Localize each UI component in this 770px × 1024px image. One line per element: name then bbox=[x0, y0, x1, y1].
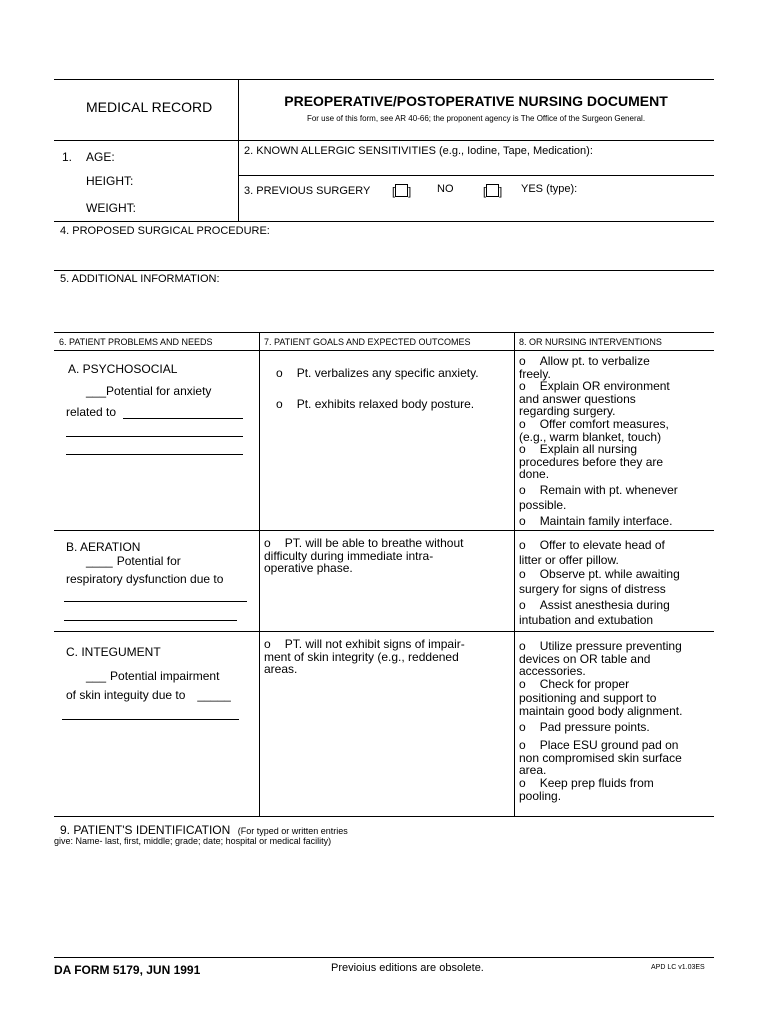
footer-rule bbox=[54, 957, 714, 958]
surgery-yes-label: YES (type): bbox=[521, 183, 578, 195]
weight-label: WEIGHT: bbox=[86, 201, 136, 215]
integument-bottom-rule bbox=[54, 816, 714, 817]
age-label: AGE: bbox=[86, 150, 115, 164]
header-bottom-rule-left bbox=[54, 140, 238, 141]
allergy-label: 2. KNOWN ALLERGIC SENSITIVITIES (e.g., Iodine, Tape, Medication): bbox=[244, 145, 593, 157]
surgery-no-checkbox[interactable]: [ ] bbox=[392, 186, 412, 198]
psychosocial-goal-2: o Pt. exhibits relaxed body posture. bbox=[276, 397, 475, 411]
additional-info-label: 5. ADDITIONAL INFORMATION: bbox=[60, 273, 220, 285]
form-subtitle: For use of this form, see AR 40-66; the proponent agency is The Office of the Surgeon General. bbox=[306, 114, 646, 123]
proposed-procedure-label: 4. PROPOSED SURGICAL PROCEDURE: bbox=[60, 225, 270, 237]
section1-number: 1. bbox=[62, 150, 73, 164]
patient-id-label: 9. PATIENT'S IDENTIFICATION bbox=[60, 823, 231, 837]
aeration-problem: ____ Potential for bbox=[86, 554, 181, 568]
col8-header: 8. OR NURSING INTERVENTIONS bbox=[519, 337, 662, 347]
aeration-blank-line-1[interactable] bbox=[64, 601, 247, 602]
header-bottom-rule bbox=[238, 140, 714, 141]
surgery-no-label: NO bbox=[437, 183, 454, 195]
col6-header: 6. PATIENT PROBLEMS AND NEEDS bbox=[59, 337, 213, 347]
previous-surgery-label: 3. PREVIOUS SURGERY bbox=[244, 185, 371, 197]
surgery-yes-checkbox[interactable]: [ ] bbox=[483, 186, 503, 198]
aeration-heading: B. AERATION bbox=[66, 540, 141, 554]
psychosocial-bottom-rule bbox=[54, 530, 714, 531]
integument-goal: o PT. will not exhibit signs of impair- ment of skin integrity (e.g., reddened areas. bbox=[264, 637, 465, 677]
psychosocial-blank-line-1[interactable] bbox=[66, 436, 243, 437]
integument-due-to-label: of skin integuity due to _____ bbox=[66, 688, 231, 702]
allergy-bottom-rule bbox=[238, 175, 714, 176]
col7-header: 7. PATIENT GOALS AND EXPECTED OUTCOMES bbox=[264, 337, 471, 347]
top-border bbox=[54, 79, 714, 80]
column-header-rule bbox=[54, 350, 714, 351]
psychosocial-blank-line-2[interactable] bbox=[66, 454, 243, 455]
aeration-blank-line-2[interactable] bbox=[64, 620, 237, 621]
anxiety-related-to-label: related to bbox=[66, 405, 117, 419]
form-title: PREOPERATIVE/POSTOPERATIVE NURSING DOCUMENT bbox=[284, 93, 668, 109]
column-divider-2 bbox=[514, 332, 515, 816]
version-label: APD LC v1.03ES bbox=[651, 964, 705, 971]
medical-record-label: MEDICAL RECORD bbox=[86, 99, 213, 115]
obsolete-notice: Previoius editions are obsolete. bbox=[331, 962, 484, 974]
integument-problem: ___ Potential impairment bbox=[86, 669, 220, 683]
aeration-due-to-label: respiratory dysfunction due to bbox=[66, 572, 224, 586]
patient-id-note: (For typed or written entries bbox=[237, 826, 348, 836]
anxiety-problem: ___Potential for anxiety bbox=[86, 384, 212, 398]
section5-bottom-rule bbox=[54, 332, 714, 333]
integument-blank-line[interactable] bbox=[62, 719, 239, 720]
psychosocial-heading: A. PSYCHOSOCIAL bbox=[68, 362, 178, 376]
aeration-goal: o PT. will be able to breathe without difficulty during immediate intra- operative phase. bbox=[264, 536, 464, 576]
integument-heading: C. INTEGUMENT bbox=[66, 645, 161, 659]
related-to-blank[interactable] bbox=[123, 418, 243, 419]
section4-bottom-rule bbox=[54, 270, 714, 271]
height-label: HEIGHT: bbox=[86, 174, 134, 188]
column-divider-1 bbox=[259, 332, 260, 816]
psychosocial-goal-1: o Pt. verbalizes any specific anxiety. bbox=[276, 366, 479, 380]
checkbox-box bbox=[486, 184, 499, 197]
bullet: o bbox=[276, 397, 283, 411]
aeration-bottom-rule bbox=[54, 631, 714, 632]
section1-bottom-rule bbox=[54, 221, 714, 222]
integument-interventions: o Utilize pressure preventing devices on OR table and accessories. o Check for proper positioning and support to maintain good body alignment. o Pad pressure points. o Place ESU ground pad on non compromised skin surface area. o Keep prep fluids from pooling. bbox=[519, 639, 683, 803]
patient-id-note-2: give: Name- last, first, middle; grade; date; hospital or medical facility) bbox=[54, 836, 332, 846]
aeration-interventions: o Offer to elevate head of litter or offer pillow. o Observe pt. while awaiting surgery for signs of distress o Assist anesthesia during intubation and extubation bbox=[519, 538, 680, 627]
checkbox-box bbox=[395, 184, 408, 197]
form-id: DA FORM 5179, JUN 1991 bbox=[54, 963, 201, 977]
psychosocial-interventions: o Allow pt. to verbalize freely. o Explain OR environment and answer questions regarding surgery. o Offer comfort measures, (e.g., warm blanket, touch) o Explain all nursing procedures before they are done. o Remain with pt. whenever possible. o Maintain family interface. bbox=[519, 354, 678, 529]
bullet: o bbox=[276, 366, 283, 380]
